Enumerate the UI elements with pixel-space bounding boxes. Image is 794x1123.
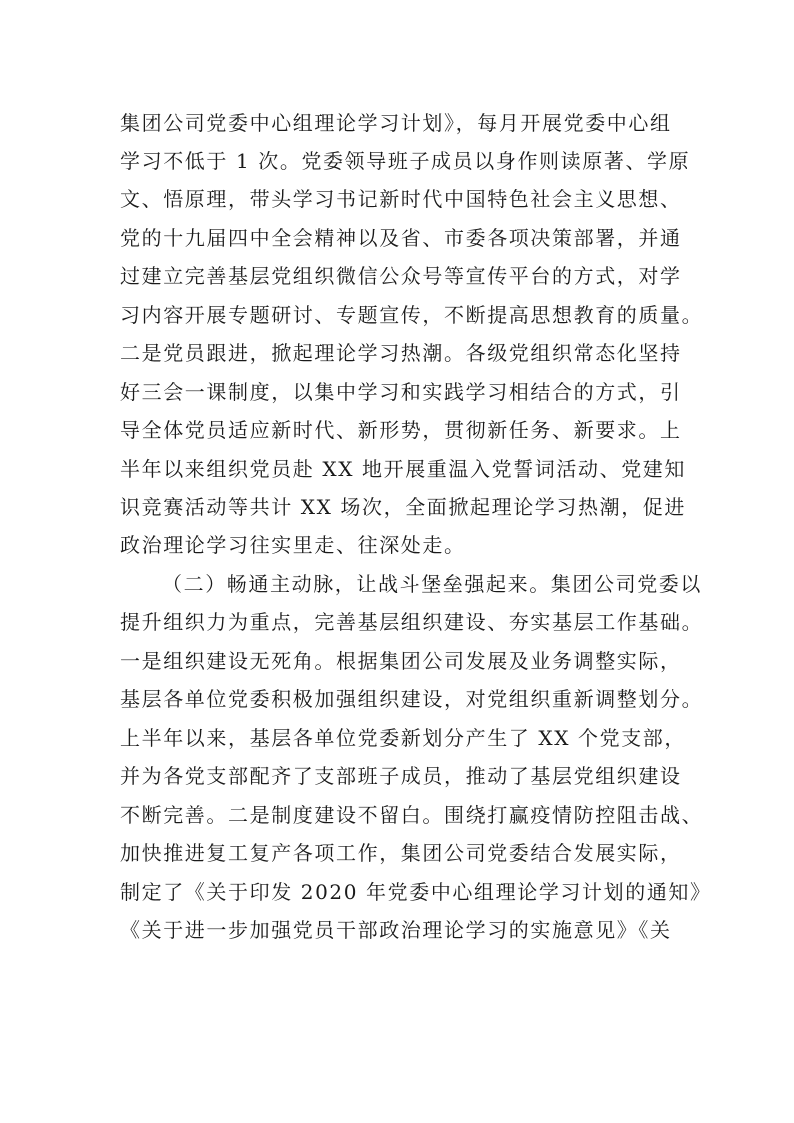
- text-line: 不断完善。二是制度建设不留白。围绕打赢疫情防控阻击战、: [120, 803, 704, 827]
- text-line: 半年以来组织党员赴 XX 地开展重温入党誓词活动、党建知: [120, 457, 686, 481]
- text-line: 上半年以来，基层各单位党委新划分产生了 XX 个党支部，: [120, 726, 686, 750]
- text-line: 导全体党员适应新时代、新形势，贯彻新任务、新要求。上: [120, 418, 682, 442]
- text-line: 学习不低于 1 次。党委领导班子成员以身作则读原著、学原: [120, 149, 691, 173]
- section-heading-line: （二）畅通主动脉，让战斗堡垒强起来。集团公司党委以: [162, 572, 702, 596]
- text-line: 集团公司党委中心组理论学习计划》，每月开展党委中心组: [120, 111, 672, 135]
- text-line: 一是组织建设无死角。根据集团公司发展及业务调整实际，: [120, 649, 682, 673]
- text-line: 习内容开展专题研讨、专题宣传，不断提高思想教育的质量。: [120, 303, 704, 327]
- text-line: 《关于进一步加强党员干部政治理论学习的实施意见》《关: [120, 918, 672, 942]
- text-line: 过建立完善基层党组织微信公众号等宣传平台的方式，对学: [120, 264, 682, 288]
- text-line: 制定了《关于印发 2020 年党委中心组理论学习计划的通知》: [120, 880, 712, 904]
- text-line: 政治理论学习往实里走、往深处走。: [120, 533, 466, 557]
- text-line: 二是党员跟进，掀起理论学习热潮。各级党组织常态化坚持: [120, 341, 682, 365]
- text-line: 好三会一课制度，以集中学习和实践学习相结合的方式，引: [120, 380, 682, 404]
- text-line: 加快推进复工复产各项工作，集团公司党委结合发展实际，: [120, 841, 682, 865]
- text-line: 提升组织力为重点，完善基层组织建设、夯实基层工作基础。: [120, 610, 704, 634]
- text-line: 并为各党支部配齐了支部班子成员，推动了基层党组织建设: [120, 764, 682, 788]
- text-line: 基层各单位党委积极加强组织建设，对党组织重新调整划分。: [120, 687, 704, 711]
- text-line: 识竞赛活动等共计 XX 场次，全面掀起理论学习热潮，促进: [120, 495, 686, 519]
- text-line: 党的十九届四中全会精神以及省、市委各项决策部署，并通: [120, 226, 682, 250]
- text-line: 文、悟原理，带头学习书记新时代中国特色社会主义思想、: [120, 187, 682, 211]
